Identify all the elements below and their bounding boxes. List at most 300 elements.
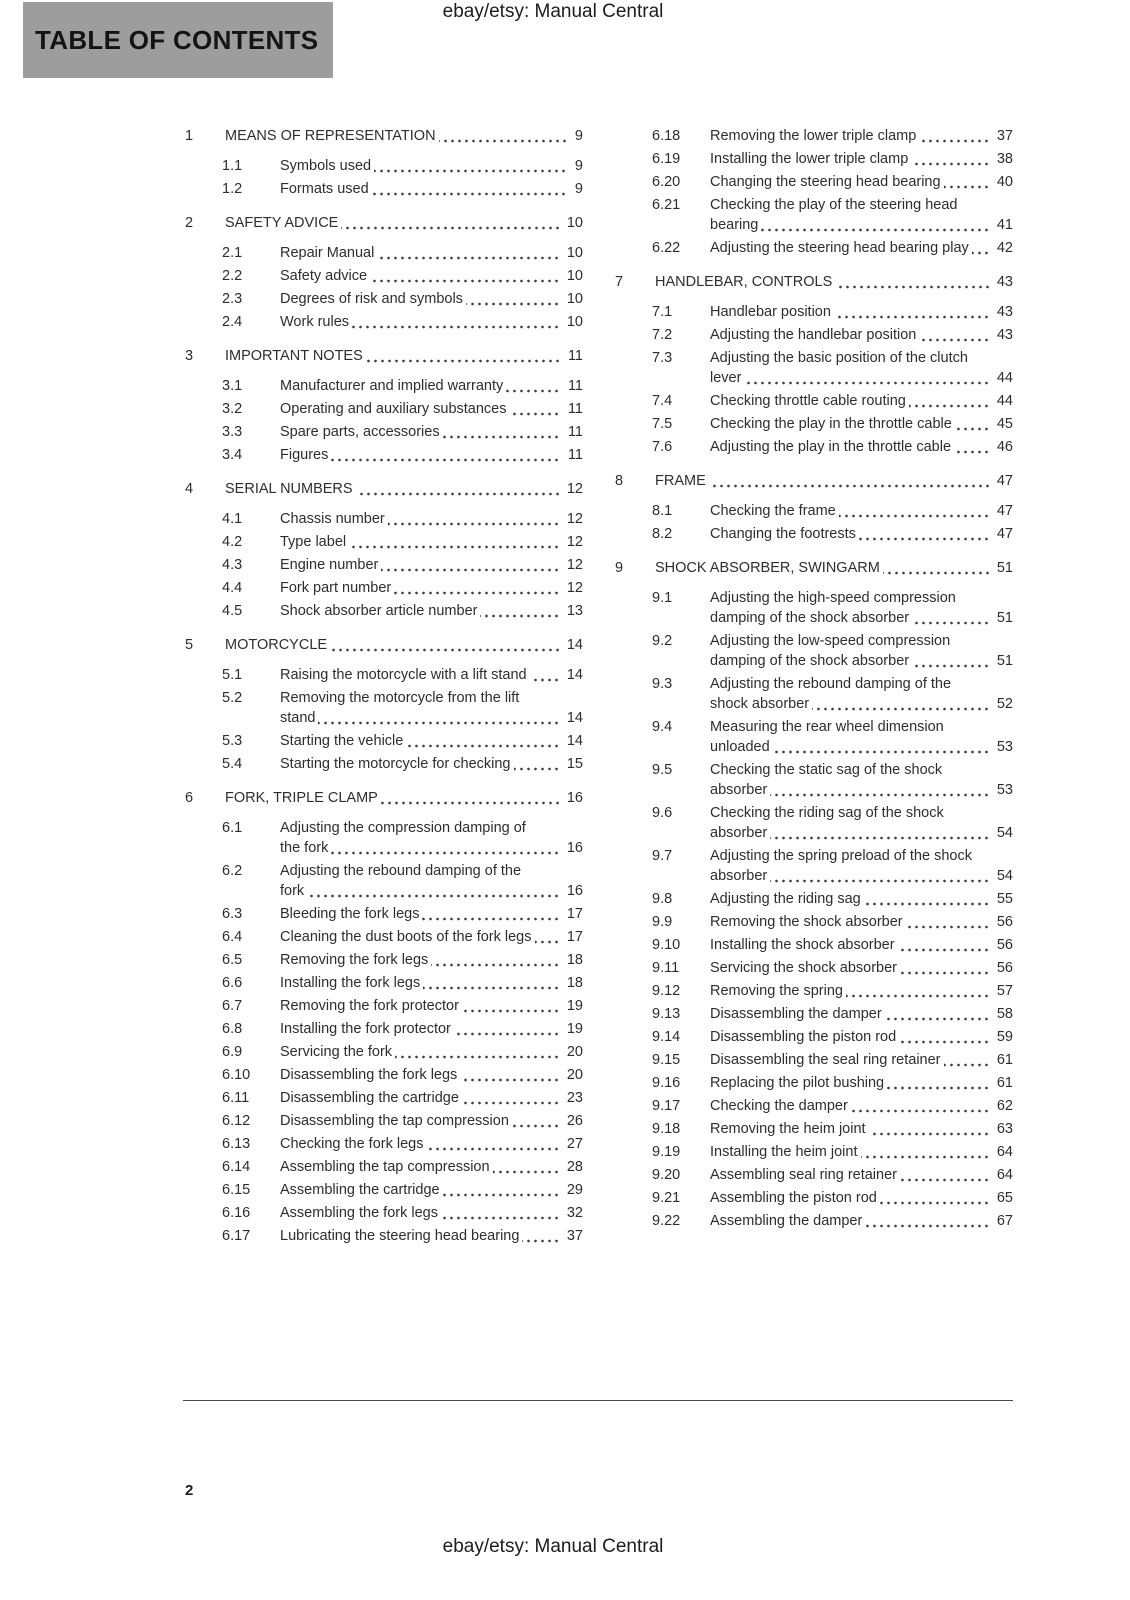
entry-page-number: 52 bbox=[990, 694, 1013, 714]
entry-number: 6.11 bbox=[222, 1090, 250, 1106]
entry-title: Lubricating the steering head bearing bbox=[280, 1228, 522, 1246]
entry-number: 6.16 bbox=[222, 1205, 251, 1221]
entry-title: FORK, TRIPLE CLAMP bbox=[225, 790, 381, 808]
entry-page-number: 47 bbox=[990, 501, 1013, 521]
entry-body bbox=[710, 172, 1013, 192]
toc-chapter-entry bbox=[615, 558, 1013, 578]
entry-number: 9.8 bbox=[652, 891, 673, 907]
entry-body bbox=[710, 846, 1013, 886]
entry-number: 6.14 bbox=[222, 1159, 251, 1175]
entry-page-number: 56 bbox=[990, 935, 1013, 955]
entry-title: Disassembling the damper bbox=[710, 1006, 885, 1024]
toc-section-entry bbox=[615, 414, 1013, 434]
entry-number: 6.18 bbox=[652, 128, 681, 144]
toc-section-entry bbox=[185, 950, 583, 970]
entry-page-number: 9 bbox=[568, 156, 583, 176]
entry-page-number: 9 bbox=[568, 126, 583, 146]
entry-body bbox=[280, 818, 583, 858]
toc-section-entry bbox=[615, 1096, 1013, 1116]
entry-body bbox=[280, 532, 583, 552]
entry-number: 1.1 bbox=[222, 158, 243, 174]
entry-body bbox=[710, 674, 1013, 714]
toc-section-entry bbox=[185, 754, 583, 774]
toc-section-entry bbox=[185, 376, 583, 396]
toc-section-entry bbox=[185, 532, 583, 552]
entry-body bbox=[710, 149, 1013, 169]
entry-page-number: 43 bbox=[990, 302, 1013, 322]
entry-page-number: 14 bbox=[560, 708, 583, 728]
entry-body bbox=[710, 1050, 1013, 1070]
toc-chapter-entry bbox=[185, 346, 583, 366]
toc-section-entry bbox=[615, 717, 1013, 757]
toc-section-entry bbox=[185, 445, 583, 465]
entry-page-number: 15 bbox=[560, 754, 583, 774]
entry-title: Measuring the rear wheel dimension unloaded bbox=[710, 719, 944, 757]
entry-title: Work rules bbox=[280, 314, 352, 332]
entry-page-number: 43 bbox=[990, 325, 1013, 345]
entry-number: 3.1 bbox=[222, 378, 243, 394]
entry-body bbox=[710, 501, 1013, 521]
toc-section-entry bbox=[615, 1073, 1013, 1093]
entry-number: 5 bbox=[185, 637, 194, 653]
entry-body bbox=[710, 1165, 1013, 1185]
entry-body bbox=[710, 524, 1013, 544]
entry-body bbox=[710, 631, 1013, 671]
toc-section-entry bbox=[615, 1027, 1013, 1047]
entry-body bbox=[710, 195, 1013, 235]
entry-title: Checking the static sag of the shock absorber bbox=[710, 762, 942, 800]
toc-section-entry bbox=[615, 325, 1013, 345]
toc-section-entry bbox=[185, 1042, 583, 1062]
entry-title: Disassembling the cartridge bbox=[280, 1090, 462, 1108]
entry-number: 4 bbox=[185, 481, 194, 497]
entry-title: Raising the motorcycle with a lift stand bbox=[280, 667, 530, 685]
toc-section-entry bbox=[185, 1019, 583, 1039]
entry-page-number: 32 bbox=[560, 1203, 583, 1223]
entry-number: 5.3 bbox=[222, 733, 243, 749]
entry-title: MEANS OF REPRESENTATION bbox=[225, 128, 439, 146]
entry-number: 6.9 bbox=[222, 1044, 243, 1060]
entry-page-number: 38 bbox=[990, 149, 1013, 169]
entry-page-number: 62 bbox=[990, 1096, 1013, 1116]
entry-body bbox=[225, 126, 583, 146]
entry-title: Removing the motorcycle from the lift stand bbox=[280, 690, 519, 728]
entry-title: Adjusting the rebound damping of the shock absorber bbox=[710, 676, 951, 714]
entry-body bbox=[280, 861, 583, 901]
entry-body bbox=[710, 760, 1013, 800]
entry-body bbox=[280, 927, 583, 947]
entry-title: Adjusting the basic position of the clutch lever bbox=[710, 350, 968, 388]
entry-number: 7.4 bbox=[652, 393, 673, 409]
toc-section-entry bbox=[615, 935, 1013, 955]
toc-section-entry bbox=[185, 422, 583, 442]
entry-body bbox=[280, 578, 583, 598]
entry-number: 5.2 bbox=[222, 690, 243, 706]
toc-section-entry bbox=[615, 760, 1013, 800]
entry-body bbox=[280, 289, 583, 309]
entry-title: FRAME bbox=[655, 473, 709, 491]
entry-title: Disassembling the seal ring retainer bbox=[710, 1052, 944, 1070]
entry-page-number: 23 bbox=[560, 1088, 583, 1108]
entry-body bbox=[280, 312, 583, 332]
toc-section-entry bbox=[615, 524, 1013, 544]
entry-title: Chassis number bbox=[280, 511, 388, 529]
entry-body bbox=[710, 958, 1013, 978]
entry-page-number: 10 bbox=[560, 289, 583, 309]
entry-title: Adjusting the compression damping of the fork bbox=[280, 820, 526, 858]
entry-page-number: 20 bbox=[560, 1042, 583, 1062]
entry-number: 3.3 bbox=[222, 424, 243, 440]
entry-title: Repair Manual bbox=[280, 245, 377, 263]
entry-page-number: 26 bbox=[560, 1111, 583, 1131]
toc-section-entry bbox=[615, 302, 1013, 322]
entry-body bbox=[710, 1027, 1013, 1047]
entry-title: Disassembling the fork legs bbox=[280, 1067, 460, 1085]
entry-page-number: 11 bbox=[561, 376, 583, 396]
entry-number: 7 bbox=[615, 274, 624, 290]
entry-title: Removing the spring bbox=[710, 983, 846, 1001]
toc-section-entry bbox=[185, 555, 583, 575]
entry-page-number: 27 bbox=[560, 1134, 583, 1154]
entry-title: Replacing the pilot bushing bbox=[710, 1075, 887, 1093]
toc-section-entry bbox=[185, 601, 583, 621]
toc-chapter-entry bbox=[615, 272, 1013, 292]
entry-body bbox=[280, 731, 583, 751]
entry-title: Degrees of risk and symbols bbox=[280, 291, 466, 309]
entry-title: Cleaning the dust boots of the fork legs bbox=[280, 929, 535, 947]
toc-section-entry bbox=[185, 156, 583, 176]
entry-body bbox=[710, 912, 1013, 932]
toc-section-entry bbox=[185, 1203, 583, 1223]
toc-section-entry bbox=[615, 437, 1013, 457]
entry-number: 6.7 bbox=[222, 998, 243, 1014]
entry-number: 4.2 bbox=[222, 534, 243, 550]
entry-title: Checking the play of the steering head bearing bbox=[710, 197, 957, 235]
entry-title: Assembling the fork legs bbox=[280, 1205, 441, 1223]
entry-number: 1 bbox=[185, 128, 194, 144]
entry-number: 9.9 bbox=[652, 914, 673, 930]
toc-section-entry bbox=[615, 348, 1013, 388]
toc-section-entry bbox=[615, 195, 1013, 235]
entry-body bbox=[710, 889, 1013, 909]
entry-number: 9.6 bbox=[652, 805, 673, 821]
toc-section-entry bbox=[185, 179, 583, 199]
entry-title: Assembling the cartridge bbox=[280, 1182, 443, 1200]
entry-number: 7.6 bbox=[652, 439, 673, 455]
entry-page-number: 16 bbox=[560, 838, 583, 858]
entry-number: 7.2 bbox=[652, 327, 673, 343]
entry-body bbox=[280, 1088, 583, 1108]
toc-section-entry bbox=[615, 846, 1013, 886]
entry-page-number: 41 bbox=[990, 215, 1013, 235]
toc-section-entry bbox=[615, 1165, 1013, 1185]
toc-section-entry bbox=[185, 973, 583, 993]
toc-section-entry bbox=[185, 399, 583, 419]
entry-number: 7.1 bbox=[652, 304, 673, 320]
toc-section-entry bbox=[615, 588, 1013, 628]
entry-body bbox=[655, 272, 1013, 292]
entry-title: Adjusting the rebound damping of the fork bbox=[280, 863, 521, 901]
entry-number: 6.4 bbox=[222, 929, 243, 945]
entry-body bbox=[710, 803, 1013, 843]
entry-body bbox=[280, 1203, 583, 1223]
entry-body bbox=[280, 996, 583, 1016]
entry-page-number: 18 bbox=[560, 973, 583, 993]
toc-section-entry bbox=[615, 1050, 1013, 1070]
entry-body bbox=[280, 1134, 583, 1154]
entry-title: SAFETY ADVICE bbox=[225, 215, 341, 233]
entry-number: 9 bbox=[615, 560, 624, 576]
entry-body bbox=[280, 973, 583, 993]
entry-page-number: 51 bbox=[990, 651, 1013, 671]
entry-page-number: 46 bbox=[990, 437, 1013, 457]
entry-title: Adjusting the spring preload of the shock absorber bbox=[710, 848, 972, 886]
entry-number: 9.1 bbox=[652, 590, 673, 606]
entry-body bbox=[710, 348, 1013, 388]
entry-number: 9.20 bbox=[652, 1167, 681, 1183]
entry-title: Symbols used bbox=[280, 158, 374, 176]
toc-chapter-entry bbox=[185, 788, 583, 808]
page-title: TABLE OF CONTENTS bbox=[35, 24, 319, 55]
entry-title: Disassembling the tap compression bbox=[280, 1113, 512, 1131]
entry-number: 6.10 bbox=[222, 1067, 251, 1083]
entry-page-number: 9 bbox=[568, 179, 583, 199]
entry-number: 9.22 bbox=[652, 1213, 681, 1229]
entry-number: 3.2 bbox=[222, 401, 243, 417]
entry-number: 6.8 bbox=[222, 1021, 243, 1037]
toc-section-entry bbox=[615, 391, 1013, 411]
entry-page-number: 56 bbox=[990, 912, 1013, 932]
entry-page-number: 19 bbox=[560, 996, 583, 1016]
entry-body bbox=[280, 1157, 583, 1177]
entry-number: 6.13 bbox=[222, 1136, 251, 1152]
toc-section-entry bbox=[615, 803, 1013, 843]
entry-page-number: 14 bbox=[560, 731, 583, 751]
entry-title: Checking the damper bbox=[710, 1098, 851, 1116]
entry-page-number: 55 bbox=[990, 889, 1013, 909]
entry-body bbox=[710, 1004, 1013, 1024]
toc-chapter-entry bbox=[185, 479, 583, 499]
entry-title: Checking throttle cable routing bbox=[710, 393, 909, 411]
entry-page-number: 12 bbox=[560, 578, 583, 598]
entry-number: 9.16 bbox=[652, 1075, 681, 1091]
entry-title: Checking the riding sag of the shock absorber bbox=[710, 805, 944, 843]
toc-section-entry bbox=[615, 1188, 1013, 1208]
toc-chapter-entry bbox=[185, 213, 583, 233]
entry-number: 6.6 bbox=[222, 975, 243, 991]
entry-page-number: 47 bbox=[990, 524, 1013, 544]
entry-body bbox=[280, 1065, 583, 1085]
toc-section-entry bbox=[185, 1065, 583, 1085]
toc-section-entry bbox=[615, 631, 1013, 671]
entry-body bbox=[280, 665, 583, 685]
entry-title: Spare parts, accessories bbox=[280, 424, 443, 442]
entry-number: 9.15 bbox=[652, 1052, 681, 1068]
entry-number: 9.11 bbox=[652, 960, 680, 976]
footer-site-label: ebay/etsy: Manual Central bbox=[442, 1536, 664, 1557]
entry-page-number: 51 bbox=[990, 558, 1013, 578]
entry-number: 4.1 bbox=[222, 511, 243, 527]
toc-section-entry bbox=[615, 958, 1013, 978]
entry-body bbox=[710, 717, 1013, 757]
entry-body bbox=[225, 213, 583, 233]
entry-body bbox=[280, 179, 583, 199]
entry-number: 7.5 bbox=[652, 416, 673, 432]
toc-column-left bbox=[185, 126, 583, 1249]
entry-number: 6.17 bbox=[222, 1228, 251, 1244]
toc-section-entry bbox=[615, 674, 1013, 714]
entry-page-number: 14 bbox=[560, 635, 583, 655]
toc-section-entry bbox=[185, 1134, 583, 1154]
entry-number: 9.13 bbox=[652, 1006, 681, 1022]
entry-number: 2.1 bbox=[222, 245, 243, 261]
entry-page-number: 57 bbox=[990, 981, 1013, 1001]
entry-title: Fork part number bbox=[280, 580, 394, 598]
toc-section-entry bbox=[185, 861, 583, 901]
entry-body bbox=[280, 688, 583, 728]
entry-title: Removing the heim joint bbox=[710, 1121, 869, 1139]
entry-number: 6.19 bbox=[652, 151, 681, 167]
toc-section-entry bbox=[185, 996, 583, 1016]
entry-page-number: 65 bbox=[990, 1188, 1013, 1208]
entry-page-number: 37 bbox=[990, 126, 1013, 146]
entry-number: 9.4 bbox=[652, 719, 673, 735]
entry-page-number: 10 bbox=[560, 213, 583, 233]
toc-chapter-entry bbox=[615, 471, 1013, 491]
entry-title: Adjusting the high-speed compression damping of the shock absorber bbox=[710, 590, 956, 628]
entry-body bbox=[710, 437, 1013, 457]
entry-title: Starting the vehicle bbox=[280, 733, 406, 751]
entry-number: 3 bbox=[185, 348, 194, 364]
toc-section-entry bbox=[185, 665, 583, 685]
toc-section-entry bbox=[615, 912, 1013, 932]
entry-page-number: 13 bbox=[560, 601, 583, 621]
entry-page-number: 45 bbox=[990, 414, 1013, 434]
entry-page-number: 12 bbox=[560, 555, 583, 575]
entry-title: Manufacturer and implied warranty bbox=[280, 378, 506, 396]
entry-title: Assembling seal ring retainer bbox=[710, 1167, 900, 1185]
entry-title: Adjusting the handlebar position bbox=[710, 327, 919, 345]
entry-body bbox=[280, 904, 583, 924]
entry-number: 9.2 bbox=[652, 633, 673, 649]
entry-title: Operating and auxiliary substances bbox=[280, 401, 510, 419]
entry-title: Checking the play in the throttle cable bbox=[710, 416, 955, 434]
entry-number: 6.2 bbox=[222, 863, 243, 879]
entry-page-number: 10 bbox=[560, 243, 583, 263]
entry-number: 5.4 bbox=[222, 756, 243, 772]
toc-section-entry bbox=[615, 1211, 1013, 1231]
entry-title: Starting the motorcycle for checking bbox=[280, 756, 514, 774]
entry-page-number: 40 bbox=[990, 172, 1013, 192]
entry-title: Adjusting the riding sag bbox=[710, 891, 864, 909]
toc-section-entry bbox=[185, 578, 583, 598]
entry-page-number: 64 bbox=[990, 1165, 1013, 1185]
entry-body bbox=[710, 1096, 1013, 1116]
toc-section-entry bbox=[185, 1180, 583, 1200]
entry-title: Servicing the shock absorber bbox=[710, 960, 900, 978]
entry-title: Installing the heim joint bbox=[710, 1144, 861, 1162]
entry-body bbox=[710, 1073, 1013, 1093]
entry-body bbox=[280, 1226, 583, 1246]
entry-body bbox=[710, 126, 1013, 146]
entry-title: Assembling the piston rod bbox=[710, 1190, 880, 1208]
entry-number: 6.5 bbox=[222, 952, 243, 968]
entry-page-number: 43 bbox=[990, 272, 1013, 292]
entry-number: 6 bbox=[185, 790, 194, 806]
toc-section-entry bbox=[185, 1226, 583, 1246]
entry-body bbox=[225, 346, 583, 366]
entry-title: Safety advice bbox=[280, 268, 370, 286]
toc-chapter-entry bbox=[185, 635, 583, 655]
entry-number: 9.3 bbox=[652, 676, 673, 692]
toc-section-entry bbox=[615, 1119, 1013, 1139]
entry-number: 4.4 bbox=[222, 580, 243, 596]
toc-section-entry bbox=[615, 501, 1013, 521]
entry-page-number: 64 bbox=[990, 1142, 1013, 1162]
entry-page-number: 61 bbox=[990, 1050, 1013, 1070]
entry-number: 7.3 bbox=[652, 350, 673, 366]
toc-section-entry bbox=[615, 889, 1013, 909]
entry-page-number: 29 bbox=[560, 1180, 583, 1200]
entry-page-number: 53 bbox=[990, 780, 1013, 800]
entry-page-number: 44 bbox=[990, 391, 1013, 411]
entry-page-number: 20 bbox=[560, 1065, 583, 1085]
entry-title: Disassembling the piston rod bbox=[710, 1029, 899, 1047]
entry-title: Installing the shock absorber bbox=[710, 937, 898, 955]
entry-body bbox=[280, 376, 583, 396]
footer-divider bbox=[183, 1400, 1013, 1401]
toc-columns bbox=[185, 126, 1013, 1249]
entry-number: 8.2 bbox=[652, 526, 673, 542]
entry-body bbox=[710, 935, 1013, 955]
entry-body bbox=[280, 445, 583, 465]
entry-title: Servicing the fork bbox=[280, 1044, 395, 1062]
entry-body bbox=[280, 555, 583, 575]
entry-number: 4.3 bbox=[222, 557, 243, 573]
entry-page-number: 53 bbox=[990, 737, 1013, 757]
toc-column-right bbox=[615, 126, 1013, 1249]
entry-title: Checking the frame bbox=[710, 503, 839, 521]
entry-number: 1.2 bbox=[222, 181, 243, 197]
toc-section-entry bbox=[185, 904, 583, 924]
entry-page-number: 12 bbox=[560, 479, 583, 499]
entry-body bbox=[280, 1111, 583, 1131]
entry-body bbox=[710, 1211, 1013, 1231]
entry-page-number: 37 bbox=[560, 1226, 583, 1246]
toc-section-entry bbox=[185, 818, 583, 858]
entry-title: Adjusting the low-speed compression damping of the shock absorber bbox=[710, 633, 950, 671]
entry-number: 9.14 bbox=[652, 1029, 681, 1045]
entry-body bbox=[710, 238, 1013, 258]
entry-page-number: 61 bbox=[990, 1073, 1013, 1093]
entry-title: Adjusting the play in the throttle cable bbox=[710, 439, 954, 457]
entry-page-number: 58 bbox=[990, 1004, 1013, 1024]
entry-page-number: 16 bbox=[560, 881, 583, 901]
entry-title: Installing the lower triple clamp bbox=[710, 151, 911, 169]
entry-number: 6.21 bbox=[652, 197, 681, 213]
toc-section-entry bbox=[185, 1088, 583, 1108]
entry-body bbox=[225, 479, 583, 499]
entry-page-number: 12 bbox=[560, 509, 583, 529]
entry-body bbox=[280, 950, 583, 970]
entry-body bbox=[280, 243, 583, 263]
entry-page-number: 11 bbox=[561, 346, 583, 366]
entry-body bbox=[225, 788, 583, 808]
toc-section-entry bbox=[615, 1142, 1013, 1162]
toc-section-entry bbox=[185, 1157, 583, 1177]
entry-page-number: 63 bbox=[990, 1119, 1013, 1139]
entry-number: 9.12 bbox=[652, 983, 681, 999]
